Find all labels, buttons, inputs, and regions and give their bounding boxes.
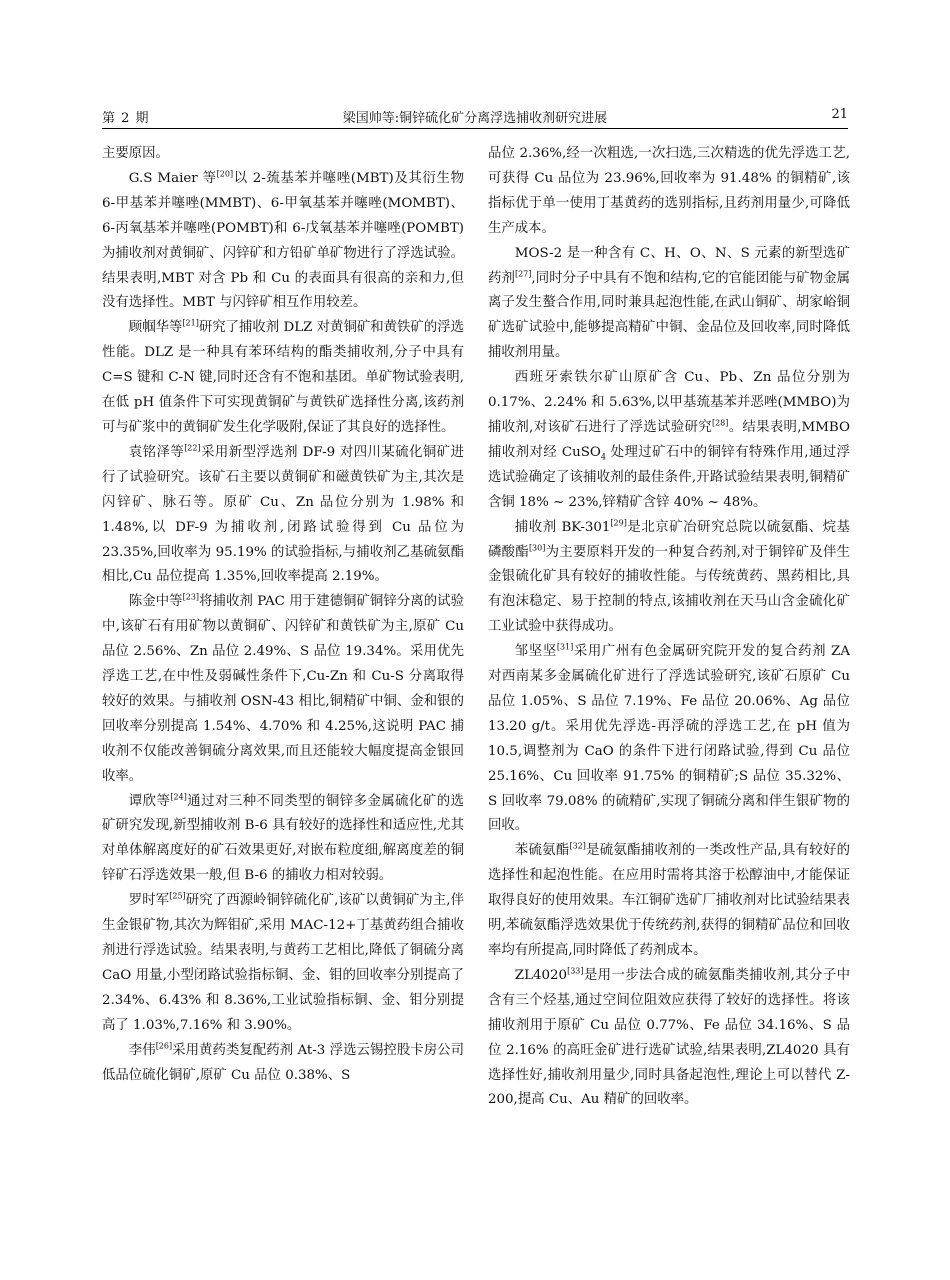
paragraph: 邹坚坚[31]采用广州有色金属研究院开发的复合药剂 ZA 对西南某多金属硫化矿进行了浮选试验研究,该矿石原矿 Cu 品位 1.05%、S 品位 7.19%、Fe 品位 20.06%、Ag 品位 13.20 g/t。采用优先浮选-再浮硫的浮选工艺,在 pH 值为 10.5,调整剂为 CaO 的条件下进行闭路试验,得到 Cu 品位 25.16%、Cu 回收率 91.75% 的铜精矿;S 品位 35.32%、S 回收率 79.08% 的硫精矿,实现了铜硫分离和伴生银矿物的回收。 (488, 642, 850, 834)
citation: [30] (528, 543, 546, 553)
paragraph: 陈金中等[23]将捕收剂 PAC 用于建德铜矿铜锌分离的试验中,该矿石有用矿物以黄铜矿、闪锌矿和黄铁矿为主,原矿 Cu 品位 2.56%、Zn 品位 2.49%、S 品位 19.34%。采用优先浮选工艺,在中性及弱碱性条件下,Cu-Zn 和 Cu-S 分离取得较好的效果。与捕收剂 OSN-43 相比,铜精矿中铜、金和银的回收率分别提高 1.54%、4.70% 和 4.25%,这说明 PAC 捕收剂不仅能改善铜硫分离效果,而且还能较大幅度提高金银回收率。 (102, 592, 465, 784)
citation: [22] (184, 443, 201, 453)
citation: [20] (216, 169, 234, 179)
page-number: 21 (831, 107, 848, 122)
citation: [32] (569, 841, 586, 851)
left-column (102, 142, 464, 1088)
paragraph: 西班牙索铁尔矿山原矿含 Cu、Pb、Zn 品位分别为 0.17%、2.24% 和 5.63%,以甲基巯基苯并恶唑(MMBO)为捕收剂,对该矿石进行了浮选试验研究[28]。结果表明,MMBO 捕收剂对经 CuSO$_4$ 处理过矿石中的铜锌有特殊作用,通过浮选试验确定了该捕收剂的最佳条件,开路试验结果表明,铜精矿含铜 18% ~ 23%,锌精矿含锌 40% ~ 48%。 (488, 370, 850, 510)
paragraph: 罗时军[25]研究了西源岭铜锌硫化矿,该矿以黄铜矿为主,伴生金银矿物,其次为辉钼矿,采用 MAC-12+丁基黄药组合捕收剂进行浮选试验。结果表明,与黄药工艺相比,降低了铜硫分离 CaO 用量,小型闭路试验指标铜、金、钼的回收率分别提高了 2.34%、6.43% 和 8.36%,工业试验指标铜、金、钼分别提高了 1.03%,7.16% 和 3.90%。 (102, 891, 465, 1033)
citation: [28] (711, 418, 729, 428)
paragraph: G.S Maier 等[20]以 2-巯基苯并噻唑(MBT)及其衍生物 6-甲基苯并噻唑(MMBT)、6-甲氧基苯并噻唑(MOMBT)、6-丙氧基苯并噻唑(POMBT)和 6-戊氧基苯并噻唑(POMBT)为捕收剂对黄铜矿、闪锌矿和方铅矿单矿物进行了浮选试验。结果表明,MBT 对含 Pb 和 Cu 的表面具有很高的亲和力,但没有选择性。MBT 与闪锌矿相互作用较差。 (102, 169, 464, 311)
paragraph: 李伟[26]采用黄药类复配药剂 At-3 浮选云锡控股卡房公司低品位硫化铜矿,原矿 Cu 品位 0.38%、S (102, 1041, 465, 1083)
paragraph: ZL4020[33]是用一步法合成的硫氨酯类捕收剂,其分子中含有三个烃基,通过空间位阻效应获得了较好的选择性。将该捕收剂用于原矿 Cu 品位 0.77%、Fe 品位 34.16%、S 品位 2.16% 的高旺金矿进行选矿试验,结果表明,ZL4020 具有选择性好,捕收剂用量少,同时具备起泡性,理论上可以替代 Z-200,提高 Cu、Au 精矿的回收率。 (488, 966, 850, 1108)
running-title: 梁国帅等:铜锌硫化矿分离浮选捕收剂研究进展 (342, 111, 608, 126)
paragraph: 主要原因。 (102, 146, 169, 161)
citation: [27] (514, 269, 532, 279)
citation: [21] (182, 318, 199, 328)
paragraph: 品位 2.36%,经一次粗选,一次扫选,三次精选的优先浮选工艺,可获得 Cu 品位为 23.96%,回收率为 91.48% 的铜精矿,该指标优于单一使用丁基黄药的选别指标,且药剂用量少,可降低生产成本。 (488, 146, 850, 236)
paragraph: 谭欣等[24]通过对三种不同类型的铜锌多金属硫化矿的选矿研究发现,新型捕收剂 B-6 具有较好的选择性和适应性,尤其对单体解离度好的矿石效果更好,对嵌布粒度细,解离度差的铜锌矿石浮选效果一般,但 B-6 的捕收力相对较弱。 (102, 792, 465, 884)
paragraph: 顾帼华等[21]研究了捕收剂 DLZ 对黄铜矿和黄铁矿的浮选性能。DLZ 是一种具有苯环结构的酯类捕收剂,分子中具有 C=S 键和 C-N 键,同时还含有不饱和基团。单矿物试验表明,在低 pH 值条件下可实现黄铜矿与黄铁矿选择性分离,该药剂可与矿浆中的黄铜矿发生化学吸附,保证了其良好的选择性。 (102, 318, 465, 435)
right-column (488, 142, 850, 1113)
citation: [26] (155, 1041, 173, 1051)
citation: [25] (169, 891, 186, 901)
subscript: 4 (600, 452, 606, 462)
paragraph: 袁铭泽等[22]采用新型浮选剂 DF-9 对四川某硫化铜矿进行了试验研究。该矿石主要以黄铜矿和磁黄铁矿为主,其次是闪锌矿、脉石等。原矿 Cu、Zn 品位分别为 1.98% 和 1.48%,以 DF-9 为捕收剂,闭路试验得到 Cu 品位为 23.35%,回收率为 95.19% 的试验指标,与捕收剂乙基硫氨酯相比,Cu 品位提高 1.35%,回收率提高 2.19%。 (102, 443, 465, 585)
citation: [23] (182, 592, 200, 602)
paragraph: 苯硫氨酯[32]是硫氨酯捕收剂的一类改性产品,具有较好的选择性和起泡性能。在应用时需将其溶于松醇油中,才能保证取得良好的使用效果。车江铜矿选矿厂捕收剂对比试验结果表明,苯硫氨酯浮选效果优于传统药剂,获得的铜精矿品位和回收率均有所提高,同时降低了药剂成本。 (488, 841, 850, 958)
citation: [33] (567, 966, 584, 976)
citation: [31] (556, 642, 574, 652)
issue-number: 第 2 期 (102, 111, 150, 126)
paragraph: MOS-2 是一种含有 C、H、O、N、S 元素的新型选矿药剂[27],同时分子中具有不饱和结构,它的官能团能与矿物金属离子发生螯合作用,同时兼具起泡性能,在武山铜矿、胡家峪铜矿选矿试验中,能够提高精矿中铜、金品位及回收率,同时降低捕收剂用量。 (488, 245, 851, 361)
paragraph: 捕收剂 BK-301[29]是北京矿冶研究总院以硫氨酯、烷基磷酸酯[30]为主要原料开发的一种复合药剂,对于铜锌矿及伴生金银硫化矿具有较好的捕收性能。与传统黄药、黑药相比,具有泡沫稳定、易于控制的特点,该捕收剂在天马山含金硫化矿工业试验中获得成功。 (488, 518, 850, 635)
citation: [24] (170, 792, 187, 802)
citation: [29] (610, 518, 627, 528)
running-header (102, 104, 848, 129)
